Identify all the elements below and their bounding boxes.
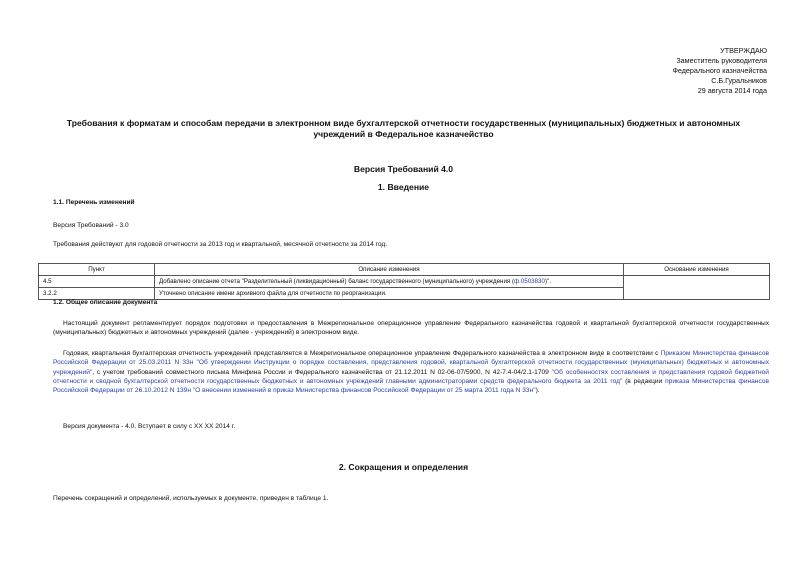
subsection-changes-heading: 1.1. Перечень изменений xyxy=(53,199,135,206)
paragraph-text: ). xyxy=(535,387,540,395)
document-title-line-1: Требования к форматам и способам передачи в электронном виде бухгалтерской отчетности государственных (муниципальных) бюджетных и автономных xyxy=(66,118,741,128)
cell-description xyxy=(155,276,624,288)
approval-header: УТВЕРЖДАЮ xyxy=(720,46,767,55)
form-0503830-link[interactable]: ф.0503830 xyxy=(514,278,545,285)
cell-point: 3.2.2 xyxy=(39,288,155,300)
document-version-text: Версия документа - 4.0. Вступает в силу с XX XX 2014 г. xyxy=(63,423,236,430)
approval-signatory: С.Б.Гуральников xyxy=(711,76,767,85)
table-header-row xyxy=(39,264,770,276)
letter-2011-link[interactable]: "Об особенностях составления и представления годовой бюджетной отчетности и сводной бухгалтерской отчетности государственных бюджетных и автономных учреждений главными администраторами средств федерального бюджета за 2011 год" xyxy=(53,368,769,385)
cell-basis xyxy=(624,276,770,300)
previous-version-text: Версия Требований - 3.0 xyxy=(53,222,129,229)
version-heading: Версия Требований 4.0 xyxy=(353,164,454,174)
order-139n-link[interactable]: приказа Министерства финансов Российской Федерации от 26.10.2012 N 139н "О внесении изменений в приказ Министерства финансов Российской Федерации от 25 марта 2011 года N 33н" xyxy=(53,377,769,395)
approval-date: 29 августа 2014 года xyxy=(697,86,767,95)
subsection-general-heading: 1.2. Общее описание документа xyxy=(53,299,158,306)
paragraph-text: Годовая, квартальная бухгалтерская отчетность учреждений представляется в Межрегиональное операционное управление Федерального казначейства в электронном виде в соответствии с xyxy=(63,350,661,357)
column-header-point: Пункт xyxy=(39,264,155,276)
table-row xyxy=(39,276,770,288)
paragraph-text: , с учетом требований совместного письма Минфина России и Федерального казначейства от 21.12.2011 N 02-06-07/5900, N 42-7.4-04/2.1-1709 xyxy=(92,368,552,376)
order-33n-link[interactable]: Приказом Министерства финансов Российской Федерации от 25.03.2011 N 33н "Об утверждении Инструкции о порядке составления, представления годовой, квартальной бухгалтерской отчетности государственных (муниципальных) бюджетных и автономных учреждений" xyxy=(53,350,769,376)
changes-table xyxy=(38,263,770,300)
column-header-description: Описание изменения xyxy=(155,264,624,276)
document-title-line-2: учреждений в Федеральное казначейство xyxy=(313,129,494,139)
paragraph-general-description: Настоящий документ регламентирует порядок подготовки и предоставления в Межрегиональное операционное управление Федерального казначейства годовой и квартальной бухгалтерской отчетности государственных (муниципальных) бюджетных и автономных учреждений (далее - учреждений) в электронном виде. xyxy=(53,320,769,337)
cell-description: Уточнено описание имени архивного файла для отчетности по реорганизации. xyxy=(155,288,624,300)
paragraph-legal-basis xyxy=(53,349,769,395)
column-header-basis: Основание изменения xyxy=(624,264,770,276)
approval-organization: Федерального казначейства xyxy=(672,66,767,75)
description-text: Добавлено описание отчета "Разделительный (ликвидационный) баланс государственного (муниципального) учреждения ( xyxy=(159,278,515,285)
applicability-text: Требования действуют для годовой отчетности за 2013 год и квартальной, месячной отчетности за 2014 год. xyxy=(53,241,388,248)
approval-block xyxy=(567,46,767,96)
section-2-intro: Перечень сокращений и определений, используемых в документе, приведен в таблице 1. xyxy=(53,495,329,502)
approval-position: Заместитель руководителя xyxy=(676,56,767,65)
paragraph-text: (в редакции xyxy=(622,377,666,385)
section-2-heading: 2. Сокращения и определения xyxy=(338,462,469,472)
cell-point: 4.5 xyxy=(39,276,155,288)
description-text-end: )". xyxy=(544,278,551,285)
document-title xyxy=(45,118,762,140)
section-1-heading: 1. Введение xyxy=(377,182,430,192)
